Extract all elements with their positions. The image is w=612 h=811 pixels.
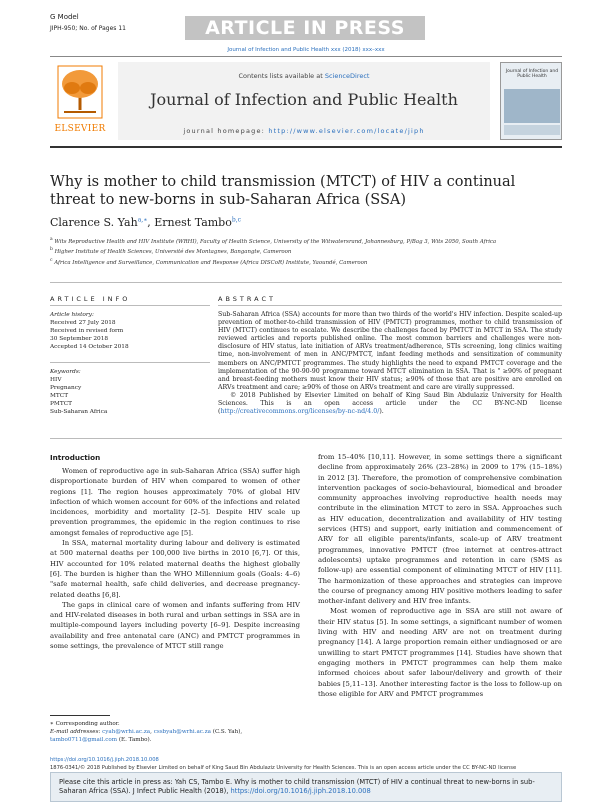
keyword-item: Sub-Saharan Africa [50,409,108,415]
history-label: Article history: [50,312,94,318]
homepage-prefix: journal homepage: [183,127,269,135]
email-separator: , [150,729,154,735]
keywords [50,368,210,416]
author-affil-sup[interactable]: b,c [231,216,241,224]
paragraph: In SSA, maternal mortality during labour and delivery is estimated at 500 maternal deaths per 100,000 live births in 2010 [6,7]. Of this, HIV accounted for 10% related maternal deaths the highest globally [6]. The burden is higher than the WHO Millennium goals (Goals: 4–6) "safe maternal health, safe child deliveries, and decrease pregnancy-related deaths [6,8]. [50,539,300,599]
email-link[interactable]: tambo0711@gmail.com [50,737,118,743]
contents-prefix: Contents lists available at [238,72,325,80]
divider [218,305,562,306]
history-item: Received 27 July 2018 [50,320,116,326]
paragraph: Women of reproductive age in sub-Saharan Africa (SSA) suffer high disproportionate burden of HIV when compared to women of other regions [1]. The region houses approximately 70% of global HIV infection of which women account for 60% of the infections and related incidences, morbidity and mortality [2–5]. Despite HIV scale up prevention programmes, the epidemic in the region continues to rise amongst females of reproductive age [5]. [50,467,300,537]
history-item: Accepted 14 October 2018 [50,344,129,350]
body-column-right [318,452,562,699]
author-separator: , [147,216,155,229]
sciencedirect-link[interactable]: ScienceDirect [324,72,370,80]
copyright-text: © 2018 Published by Elsevier Limited on behalf of King Saud Bin Abdulaziz University for Health Sciences. This is an open access article under the CC BY-NC-ND license ( [218,391,562,416]
gmodel-label: G Model [50,13,79,21]
affil-marker: a [50,237,53,242]
affil-text: Higher Institute of Health Sciences, Université des Montagnes, Bangangte, Cameroon [54,249,292,256]
affil-marker: c [50,257,53,263]
affiliations [50,236,520,267]
homepage-line [118,127,490,135]
cite-this-article-box [50,772,562,802]
keywords-label: Keywords: [50,369,81,375]
article-info-heading: ARTICLE INFO [50,295,131,303]
article-in-press-banner [185,16,425,40]
divider-thick [50,146,562,148]
copyright-end: ). [379,408,384,416]
elsevier-wordmark: ELSEVIER [54,124,106,134]
email-link[interactable]: cyah@wrhi.ac.za [102,729,151,735]
history-item: 30 September 2018 [50,336,109,342]
affil-text: Africa Intelligence and Surveillance, Communication and Response (Africa DISCoR) Institute, Yaoundé, Cameroon [54,259,368,266]
divider [50,362,210,363]
body-column-left [50,466,300,651]
corresponding-author-note: ∗ Corresponding author. [50,721,120,727]
affiliation-item [50,236,520,246]
homepage-link[interactable]: http://www.elsevier.com/locate/jiph [268,127,425,135]
author-name: Ernest Tambo [154,216,232,229]
journal-title: Journal of Infection and Public Health [150,90,458,109]
author-line [50,216,241,229]
doi-link[interactable]: https://doi.org/10.1016/j.jiph.2018.10.008 [50,757,159,763]
email-line [50,728,300,736]
article-history [50,311,210,351]
author-affil-sup[interactable]: a,∗ [137,216,148,224]
keyword-item: PMTCT [50,401,73,407]
cover-strip [504,125,560,135]
affil-text: Wits Reproductive Health and HIV Institute (WRHI), Faculty of Health Science, University of the Witwatersrand, Johannesburg, P/Bag 3, Wits 2050, South Africa [54,238,497,245]
journal-code: JIPH-950; No. of Pages 11 [50,25,126,32]
license-prefix: license [498,764,517,771]
email-owner: (E. Tambo). [117,737,152,743]
divider [50,438,562,439]
article-title: Why is mother to child transmission (MTCT) of HIV a continual threat to new-borns in sub-Saharan Africa (SSA) [50,174,516,208]
cite-doi-link[interactable]: https://doi.org/10.1016/j.jiph.2018.10.008 [230,787,371,795]
cover-title: Journal of Infection and Public Health [505,69,559,80]
affiliation-item [50,246,520,256]
paragraph: from 15–40% [10,11]. However, in some settings there a significant decline from approximately 26% (23–28%) in 2009 to 17% (15–18%) in 2012 [3]. Therefore, the promotion of comprehensive combination intervention packages of socio-behavioural, biomedical and broader community approaches involving reproductive health needs may contribute in the elimination MTCT to zero in SSA. Approaches such as HIV education, decentralization and availability of HIV testing services (HTS) and support, early initiation and commencement of ARV for all eligible parents/infants, scale-up of ARV treatment programmes, innovative PMTCT (free internet at centres-attract adolescents) uptake programmes and retention in care (SMS as follow-up) are essential component of eliminating MTCT of HIV [11]. The harmonization of these approaches and strategies can improve the course of pregnancy among HIV positive mothers leading to safer mother-infant delivery and HIV free infants. [318,453,562,606]
press-banner-text: ARTICLE IN PRESS [205,17,405,39]
email-owner: (C.S. Yah), [211,729,243,735]
section-heading-introduction: Introduction [50,453,101,462]
contents-line [118,72,490,80]
author-name: Clarence S. Yah [50,216,138,229]
paragraph: The gaps in clinical care of women and infants suffering from HIV and HIV-related diseases in both rural and urban settings in SSA are in multiple-compound layers including poverty [6–9]. Despite increasing availability and free antenatal care (ANC) and PMTCT programmes in some settings, the prevalence of MTCT still range [50,600,300,651]
divider [50,305,210,306]
issn-copyright: 1876-0341/© 2018 Published by Elsevier Limited on behalf of King Saud Bin Abdulaziz University for Health Sciences. This is an open access article under the CC BY-NC-ND [50,764,497,771]
abstract-heading: ABSTRACT [218,295,276,303]
keyword-item: HIV [50,377,62,383]
email-label: E-mail addresses: [50,729,103,735]
license-link[interactable]: http://creativecommons.org/licenses/by-nc-nd/4.0/ [220,408,380,416]
paragraph: Most women of reproductive age in SSA are still not aware of their HIV status [5]. In some settings, a significant number of women living with HIV and needing ARV are not on treatment during pregnancy [14]. A large proportion remain either undiagnosed or are unwilling to start PMTCT programmes [14]. Studies have shown that engaging mothers in PMTCT programmes can help them make informed choices about safer labour/delivery and growth of their babies [5,11–13]. Another interesting factor is the loss to follow-up on those eligible for ARV and PMTCT programmes [318,607,562,698]
footnote-rule [50,715,110,716]
cover-art [504,89,560,123]
divider [50,282,562,283]
affil-marker: b [50,247,53,253]
email-link[interactable]: cssbyah@wrhi.ac.za [153,729,211,735]
history-item: Received in revised form [50,328,124,334]
abstract-body [218,311,562,416]
journal-citation-line[interactable]: Journal of Infection and Public Health xxx (2018) xxx–xxx [227,47,385,53]
affiliation-item [50,257,520,267]
abstract-text: Sub-Saharan Africa (SSA) accounts for more than two thirds of the world's HIV infection. Despite scaled-up prevention of mother-to-child transmission of HIV (PMTCT) programmes, mother to child transmission of HIV (MTCT) continues to escalate. We describe the challenges faced by PMTCT in MTCT in SSA. The study reviewed articles and reports published online. The most common barriers and challenges were non-disclosure of HIV status, late initiation of ARVs treatment/adherence, STIs screening, long clinics waiting time, non-involvement of men in ANC/PMTCT, infant feeding methods and sensitization of community members on ANC/PMTCT programmes. The study highlights the need to expand PMTCT coverage and the implementation of the 90-90-90 programme toward MTCT elimination in SSA. That is " ≥90% of pregnant and breast-feeding mothers must know their HIV status; ≥90% of those that are positive are enrolled on ARVs treatment and care; ≥90% of those on ARVs treatment and care are virally suppressed. [218,311,562,391]
footnote [50,720,300,744]
keyword-item: Pregnancy [50,385,82,391]
divider [50,56,562,57]
email-line [50,736,300,744]
keyword-item: MTCT [50,393,69,399]
cite-text: Please cite this article in press as: Yah CS, Tambo E. Why is mother to child transmission (MTCT) of HIV a continual threat to new-borns in sub-Saharan Africa (SSA). J Infect Public Health (2018), [59,778,535,795]
journal-cover-thumbnail [500,62,562,140]
abstract-copyright [218,392,562,416]
